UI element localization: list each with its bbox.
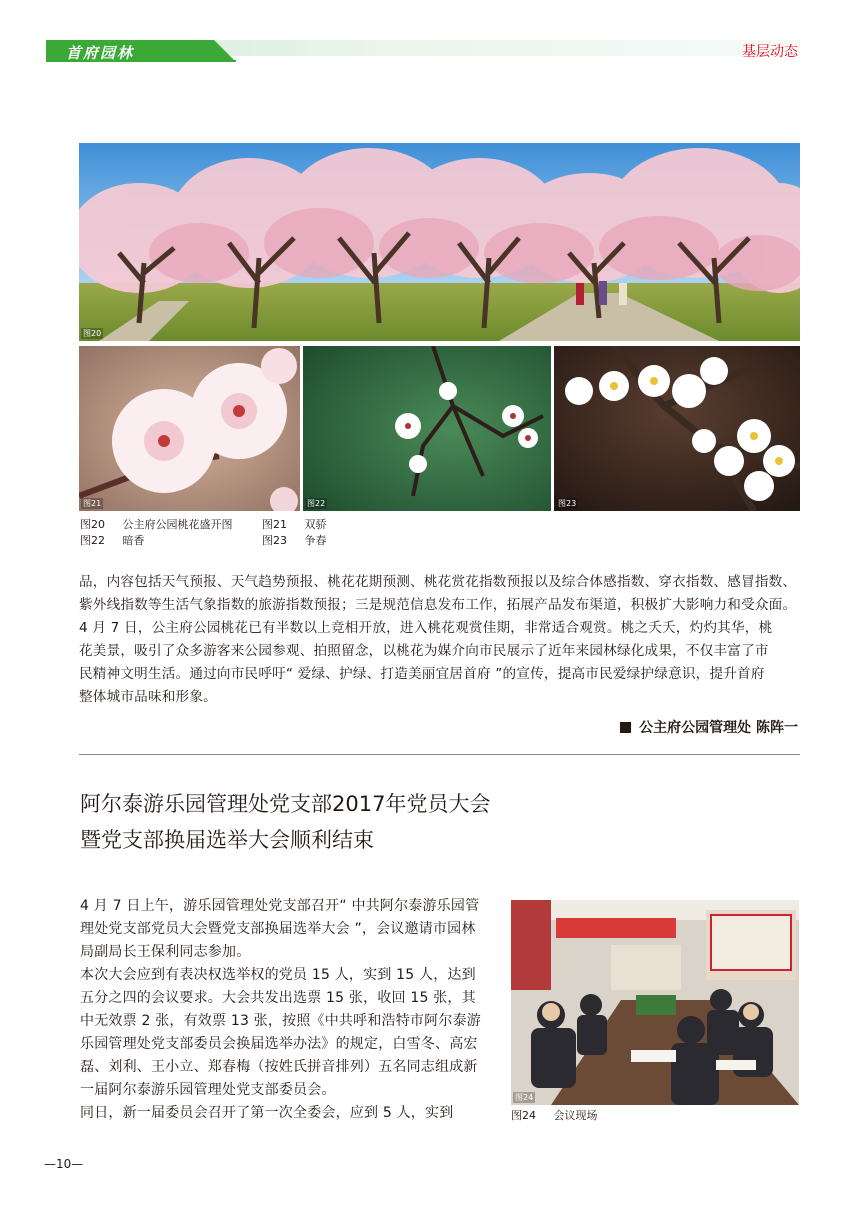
caption-text: 会议现场: [553, 1109, 598, 1122]
caption-number: 图23: [262, 534, 287, 547]
photo-tag: 图21: [83, 499, 102, 508]
signature-text: 公主府公园管理处 陈阵一: [639, 720, 798, 736]
column-title: 首府园林: [66, 44, 135, 62]
section-label: 基层动态: [742, 44, 798, 60]
text-line: 4 月 7 日，公主府公园桃花已有半数以上竞相开放，进入桃花观赏佳期，非常适合观赏。桃之夭夭，灼灼其华，桃: [79, 620, 773, 636]
caption-fig21: [262, 516, 327, 532]
caption-text: 争春: [304, 534, 327, 547]
author-signature: [620, 717, 798, 737]
article-title: [80, 786, 490, 858]
photo-tag: 图22: [307, 499, 326, 508]
caption-fig24: [511, 1107, 598, 1123]
caption-number: 图21: [262, 518, 287, 531]
photo-tag: 图20: [83, 329, 102, 338]
photo-blossom-branch-green: [303, 346, 551, 511]
photo-peach-orchard: [79, 143, 800, 341]
page-number: —10—: [44, 1157, 84, 1171]
caption-number: 图24: [511, 1109, 536, 1122]
caption-fig23: [262, 532, 327, 548]
photo-tag: 图23: [558, 499, 577, 508]
continued-article-text: [79, 571, 809, 709]
paragraph: 4 月 7 日上午，游乐园管理处党支部召开“ 中共阿尔泰游乐园管理处党支部党员大会暨党支部换届选举大会 ”，会议邀请市园林局副局长王保利同志参加。: [80, 898, 480, 960]
caption-fig22: [80, 532, 145, 548]
photo-twin-blossoms: [79, 346, 300, 511]
paragraph: 同日，新一届委员会召开了第一次全委会，应到 5 人，实到: [80, 1105, 454, 1121]
caption-text: 公主府公园桃花盛开图: [122, 518, 233, 531]
article-body: [80, 895, 485, 1125]
photo-white-blossoms: [554, 346, 800, 511]
caption-fig20: [80, 516, 233, 532]
caption-text: 双骄: [304, 518, 327, 531]
square-bullet-icon: [620, 722, 631, 733]
text-line: 紫外线指数等生活气象指数的旅游指数预报；三是规范信息发布工作，拓展产品发布渠道，积极扩大影响力和受众面。: [79, 597, 797, 613]
article-title-line: 阿尔泰游乐园管理处党支部2017年党员大会: [80, 792, 491, 816]
caption-number: 图22: [80, 534, 105, 547]
photo-tag: 图24: [515, 1093, 534, 1102]
text-line: 花美景，吸引了众多游客来公园参观、拍照留念，以桃花为媒介向市民展示了近年来园林绿化成果，不仅丰富了市: [79, 643, 769, 659]
paragraph: 本次大会应到有表决权选举权的党员 15 人，实到 15 人，达到五分之四的会议要求。大会共发出选票 15 张，收回 15 张，其中无效票 2 张，有效票 13 张，按照《中共呼和浩特市阿尔泰游乐园管理处党支部委员会换届选举办法》的规定，白雪冬、高宏磊、刘利、王小立、郑春梅（按姓氏拼音排列）五名同志组成新一届阿尔泰游乐园管理处党支部委员会。: [80, 967, 481, 1098]
caption-number: 图20: [80, 518, 105, 531]
text-line: 品，内容包括天气预报、天气趋势预报、桃花花期预测、桃花赏花指数预报以及综合体感指数、穿衣指数、感冒指数、: [79, 574, 797, 590]
article-title-line: 暨党支部换届选举大会顺利结束: [80, 828, 374, 852]
text-line: 整体城市品味和形象。: [79, 689, 217, 705]
caption-text: 暗香: [122, 534, 145, 547]
photo-meeting-scene: [511, 900, 799, 1105]
section-divider: [79, 754, 800, 755]
text-line: 民精神文明生活。通过向市民呼吁“ 爱绿、护绿、打造美丽宜居首府 ”的宣传，提高市民爱绿护绿意识，提升首府: [79, 666, 765, 682]
